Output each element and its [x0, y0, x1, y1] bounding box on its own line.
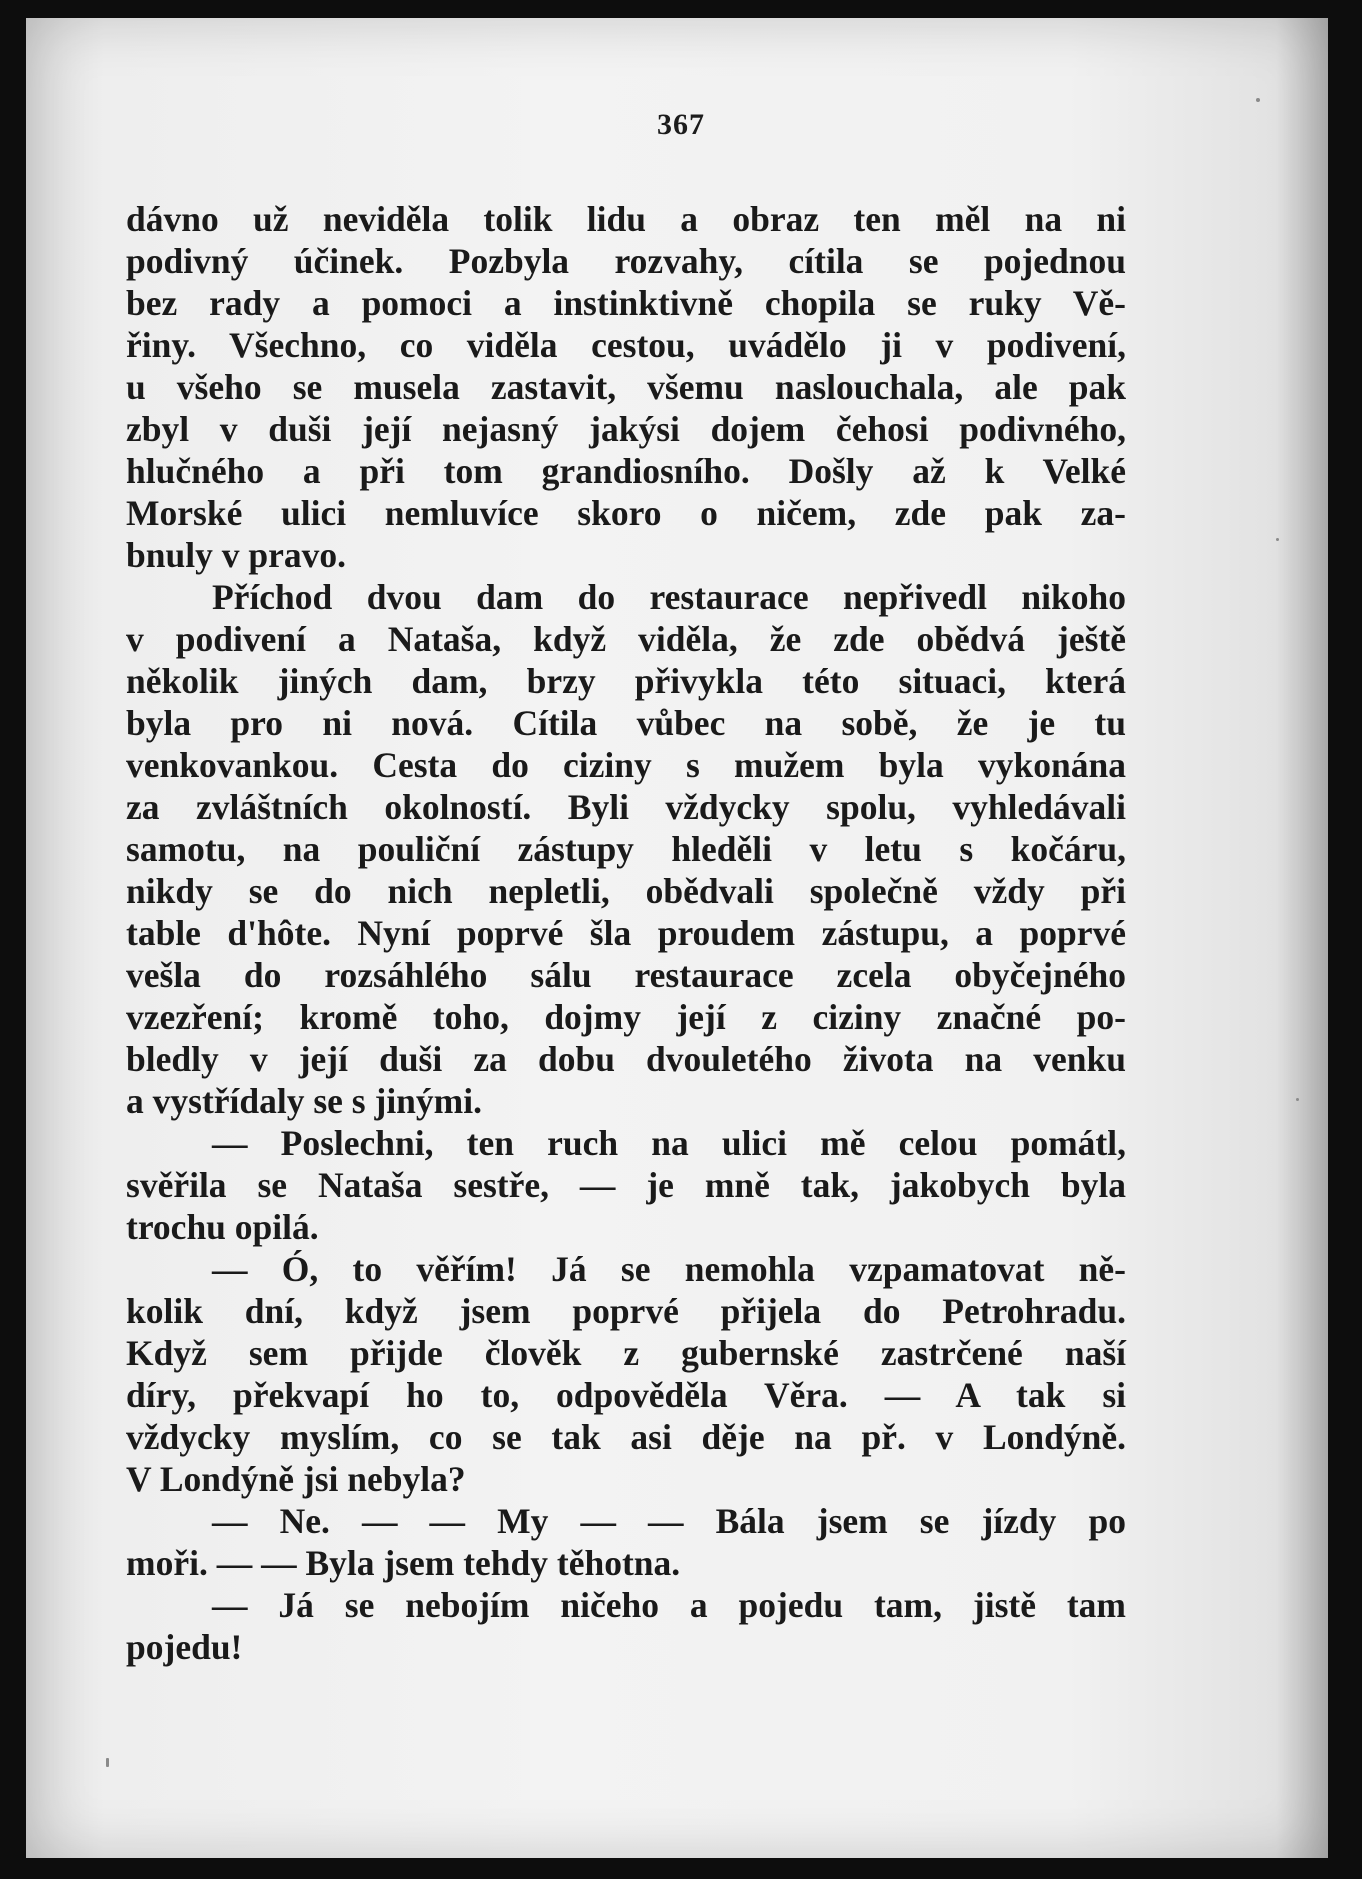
text-line: svěřila se Nataša sestře, — je mně tak, jakobych byla [126, 1165, 1126, 1205]
text-line: kolik dní, když jsem poprvé přijela do Petrohradu. [126, 1291, 1126, 1331]
text-line: hlučného a při tom grandiosního. Došly až k Velké [126, 451, 1126, 491]
text-line: bnuly v pravo. [126, 535, 346, 575]
scan-speck [1256, 98, 1260, 102]
text-line: — Já se nebojím ničeho a pojedu tam, jistě tam [212, 1585, 1126, 1625]
text-line: table d'hôte. Nyní poprvé šla proudem zástupu, a poprvé [126, 913, 1126, 953]
page-number: 367 [657, 108, 705, 141]
text-line: moři. — — Byla jsem tehdy těhotna. [126, 1543, 681, 1583]
scan-speck [106, 1758, 109, 1767]
text-line: bledly v její duši za dobu dvouletého života na venku [126, 1039, 1126, 1079]
text-line: — Poslechni, ten ruch na ulici mě celou pomátl, [212, 1123, 1126, 1163]
text-line: díry, překvapí ho to, odpověděla Věra. — A tak si [126, 1375, 1126, 1415]
text-line: — Ó, to věřím! Já se nemohla vzpamatovat ně- [212, 1249, 1126, 1289]
text-line: venkovankou. Cesta do ciziny s mužem byla vykonána [126, 745, 1126, 785]
text-line: dávno už neviděla tolik lidu a obraz ten měl na ni [126, 199, 1126, 239]
text-line: Když sem přijde člověk z gubernské zastrčené naší [126, 1333, 1126, 1373]
text-line: zbyl v duši její nejasný jakýsi dojem čehosi podivného, [126, 409, 1126, 449]
scan-speck [1276, 538, 1279, 541]
text-line: vešla do rozsáhlého sálu restaurace zcela obyčejného [126, 955, 1126, 995]
text-line: několik jiných dam, brzy přivykla této situaci, která [126, 661, 1126, 701]
text-line: a vystřídaly se s jinými. [126, 1081, 482, 1121]
text-line: nikdy se do nich nepletli, obědvali společně vždy při [126, 871, 1126, 911]
text-line: bez rady a pomoci a instinktivně chopila se ruky Vě- [126, 283, 1126, 323]
text-line: trochu opilá. [126, 1207, 319, 1247]
text-line: u všeho se musela zastavit, všemu naslouchala, ale pak [126, 367, 1126, 407]
scan-speck [1296, 1098, 1299, 1101]
text-line: podivný účinek. Pozbyla rozvahy, cítila se pojednou [126, 241, 1126, 281]
text-line: v podivení a Nataša, když viděla, že zde obědvá ještě [126, 619, 1126, 659]
body-text [126, 198, 1126, 1668]
text-line: Příchod dvou dam do restaurace nepřivedl nikoho [212, 577, 1126, 617]
text-line: samotu, na pouliční zástupy hleděli v letu s kočáru, [126, 829, 1126, 869]
text-line: pojedu! [126, 1627, 243, 1667]
text-line: byla pro ni nová. Cítila vůbec na sobě, že je tu [126, 703, 1126, 743]
text-line: Morské ulici nemluvíce skoro o ničem, zde pak za- [126, 493, 1126, 533]
text-line: řiny. Všechno, co viděla cestou, uvádělo ji v podivení, [126, 325, 1126, 365]
text-line: — Ne. — — My — — Bála jsem se jízdy po [212, 1501, 1126, 1541]
text-line: vždycky myslím, co se tak asi děje na př. v Londýně. [126, 1417, 1126, 1457]
text-line: vzezření; kromě toho, dojmy její z ciziny značné po- [126, 997, 1126, 1037]
text-line: za zvláštních okolností. Byli vždycky spolu, vyhledávali [126, 787, 1126, 827]
text-line: V Londýně jsi nebyla? [126, 1459, 466, 1499]
